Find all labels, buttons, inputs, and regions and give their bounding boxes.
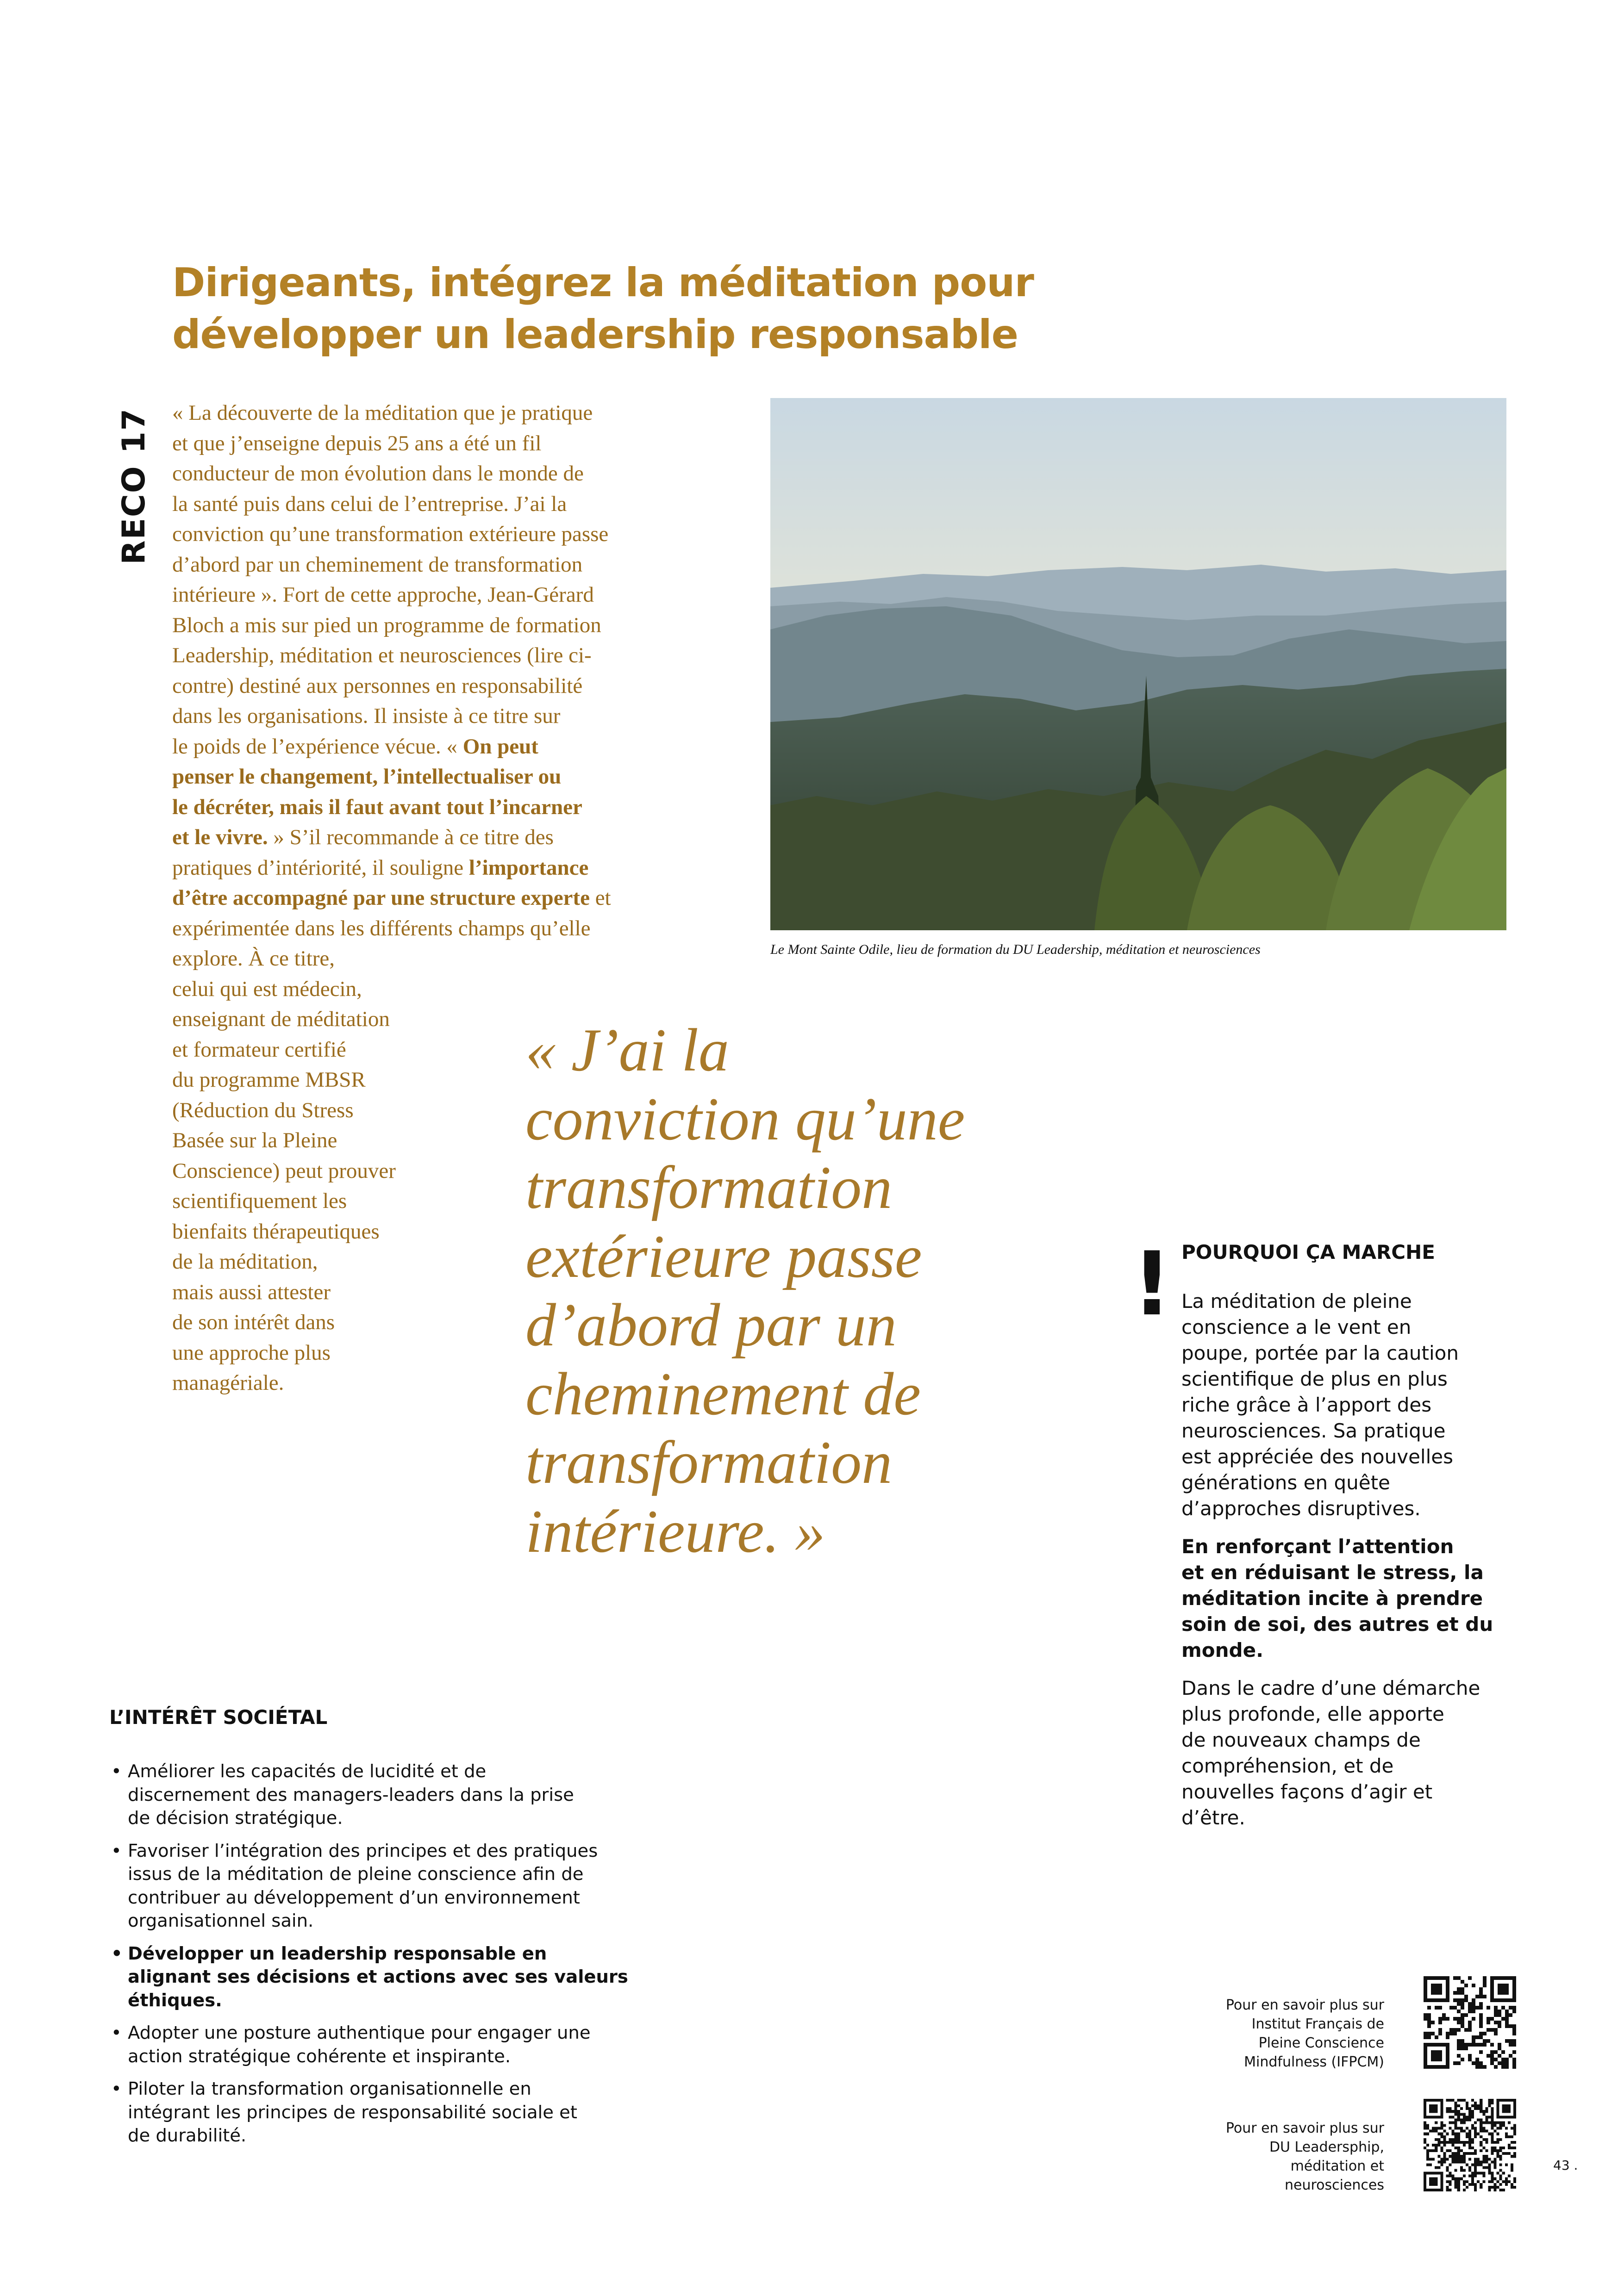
body-emphasis: l’importance: [468, 855, 589, 880]
why-line: conscience a le vent en: [1181, 1316, 1412, 1338]
body-line: Conscience) peut prouver: [172, 1158, 396, 1183]
more-info-line: Pour en savoir plus sur: [1225, 2120, 1384, 2136]
why-line: Dans le cadre d’une démarche: [1181, 1677, 1480, 1699]
why-line: La méditation de pleine: [1181, 1290, 1412, 1313]
body-text: » S’il recommande à ce titre des: [268, 825, 554, 849]
more-info-du-leadership: [1162, 2119, 1384, 2195]
body-line: contre) destiné aux personnes en responsabilité: [172, 673, 583, 698]
why-line: monde.: [1181, 1639, 1264, 1661]
why-paragraph-bold: [1181, 1534, 1515, 1663]
body-line: de la méditation,: [172, 1250, 318, 1274]
why-paragraph: [1181, 1675, 1515, 1831]
pull-quote-line: transformation: [525, 1153, 893, 1221]
why-line: est appréciée des nouvelles: [1181, 1445, 1453, 1468]
list-item-line: • Favoriser l’intégration des principes et des pratiques: [128, 1840, 598, 1861]
body-text: et: [589, 886, 611, 910]
list-item-line: • Développer un leadership responsable en: [128, 1943, 547, 1964]
why-line: d’approches disruptives.: [1181, 1497, 1421, 1520]
body-line: et que j’enseigne depuis 25 ans a été un fil: [172, 431, 542, 455]
body-line: Leadership, méditation et neurosciences (lire ci-: [172, 643, 592, 667]
body-emphasis: On peut: [462, 734, 538, 759]
body-emphasis: penser le changement, l’intellectualiser ou: [172, 765, 562, 789]
body-line: scientifiquement les: [172, 1189, 347, 1213]
why-line: et en réduisant le stress, la: [1181, 1561, 1484, 1584]
societal-interest-section: [109, 1705, 679, 2157]
more-info-line: DU Leadersphip,: [1269, 2139, 1384, 2155]
pull-quote: [525, 1016, 1035, 1566]
body-line: [172, 853, 705, 884]
pull-quote-line: conviction qu’une: [525, 1084, 965, 1153]
societal-heading: L’INTÉRÊT SOCIÉTAL: [109, 1706, 328, 1729]
body-line: de son intérêt dans: [172, 1310, 335, 1334]
why-line: soin de soi, des autres et du: [1181, 1613, 1493, 1636]
body-line: mais aussi attester: [172, 1280, 331, 1304]
body-line: bienfaits thérapeutiques: [172, 1219, 380, 1244]
body-emphasis: le décréter, mais il faut avant tout l’incarner: [172, 795, 582, 819]
more-info-line: Mindfulness (IFPCM): [1244, 2054, 1384, 2070]
article-title-line: Dirigeants, intégrez la méditation pour: [172, 260, 1034, 306]
pull-quote-line: transformation: [525, 1428, 893, 1496]
list-item: [109, 1840, 679, 1933]
list-item-line: • Piloter la transformation organisationnelle en: [128, 2078, 531, 2099]
exclamation-icon: !: [1132, 1233, 1172, 1335]
list-item-line: contribuer au développement d’un environnement: [128, 1887, 580, 1908]
body-line: (Réduction du Stress: [172, 1098, 354, 1122]
why-line: d’être.: [1181, 1806, 1245, 1829]
more-info-line: Pleine Conscience: [1258, 2035, 1384, 2051]
societal-list: [109, 1760, 679, 2148]
pull-quote-line: « J’ai la: [525, 1016, 729, 1084]
body-line: Bloch a mis sur pied un programme de formation: [172, 613, 601, 637]
article-title-line: développer un leadership responsable: [172, 311, 1018, 358]
list-item-line: de durabilité.: [128, 2125, 247, 2146]
list-item: [109, 2022, 679, 2068]
why-line: de nouveaux champs de: [1181, 1729, 1421, 1751]
body-emphasis: d’être accompagné par une structure experte: [172, 886, 590, 910]
list-item-line: organisationnel sain.: [128, 1910, 314, 1931]
body-line: [172, 732, 705, 762]
more-info-ifpcm: [1162, 1996, 1384, 2072]
body-line: [172, 883, 705, 914]
qr-code-du-leadership[interactable]: [1424, 2099, 1516, 2191]
list-item-line: alignant ses décisions et actions avec ses valeurs: [128, 1966, 628, 1987]
why-line: neurosciences. Sa pratique: [1181, 1419, 1446, 1442]
more-info-line: Institut Français de: [1251, 2016, 1384, 2032]
list-item-line: action stratégique cohérente et inspirante.: [128, 2046, 511, 2067]
body-line: la santé puis dans celui de l’entreprise. J’ai la: [172, 492, 567, 516]
why-paragraph: [1181, 1288, 1515, 1522]
more-info-line: méditation et: [1290, 2158, 1384, 2174]
body-line: intérieure ». Fort de cette approche, Jean-Gérard: [172, 583, 594, 607]
pull-quote-line: extérieure passe: [525, 1222, 922, 1290]
body-line: du programme MBSR: [172, 1068, 366, 1092]
body-line: enseignant de méditation: [172, 1007, 390, 1031]
more-info-line: Pour en savoir plus sur: [1225, 1997, 1384, 2013]
reco-label: RECO 17: [116, 408, 152, 565]
why-line: méditation incite à prendre: [1181, 1587, 1483, 1610]
list-item-line: intégrant les principes de responsabilité sociale et: [128, 2102, 577, 2123]
landscape-photo: [770, 398, 1506, 930]
article-title: [172, 257, 1098, 361]
body-line: « La découverte de la méditation que je pratique: [172, 401, 593, 425]
pull-quote-line: intérieure. »: [525, 1497, 825, 1565]
list-item: [109, 1942, 679, 2013]
list-item-line: • Adopter une posture authentique pour engager une: [128, 2022, 591, 2043]
body-line: conviction qu’une transformation extérieure passe: [172, 522, 609, 546]
why-line: générations en quête: [1181, 1471, 1390, 1494]
body-line: une approche plus: [172, 1340, 331, 1365]
why-line: plus profonde, elle apporte: [1181, 1703, 1444, 1725]
list-item-line: éthiques.: [128, 1990, 222, 2011]
body-text: pratiques d’intériorité, il souligne: [172, 855, 469, 880]
body-line: dans les organisations. Il insiste à ce titre sur: [172, 704, 561, 728]
more-info-line: neurosciences: [1284, 2177, 1384, 2193]
body-line: d’abord par un cheminement de transformation: [172, 552, 583, 577]
list-item: [109, 1760, 679, 1830]
list-item: [109, 2078, 679, 2148]
why-it-works-box: [1181, 1239, 1515, 1843]
body-line: conducteur de mon évolution dans le monde de: [172, 461, 584, 485]
body-line: [172, 822, 705, 853]
why-line: En renforçant l’attention: [1181, 1535, 1454, 1558]
qr-code-ifpcm[interactable]: [1424, 1976, 1516, 2069]
why-line: poupe, portée par la caution: [1181, 1342, 1459, 1364]
body-text: le poids de l’expérience vécue. «: [172, 734, 463, 759]
body-line: explore. À ce titre,: [172, 946, 335, 971]
why-line: compréhension, et de: [1181, 1755, 1394, 1777]
list-item-line: de décision stratégique.: [128, 1808, 343, 1829]
list-item-line: issus de la méditation de pleine conscience afin de: [128, 1864, 584, 1885]
body-emphasis: et le vivre.: [172, 825, 268, 849]
body-line: Basée sur la Pleine: [172, 1128, 337, 1152]
why-heading: POURQUOI ÇA MARCHE: [1181, 1241, 1435, 1263]
list-item-line: discernement des managers-leaders dans la prise: [128, 1784, 574, 1805]
list-item-line: • Améliorer les capacités de lucidité et de: [128, 1761, 487, 1782]
body-line: et formateur certifié: [172, 1037, 346, 1062]
body-line: expérimentée dans les différents champs qu’elle: [172, 916, 591, 940]
pull-quote-line: d’abord par un: [525, 1291, 897, 1359]
photo-caption: Le Mont Sainte Odile, lieu de formation du DU Leadership, méditation et neurosciences: [770, 942, 1261, 957]
page-number: 43 .: [1553, 2158, 1578, 2173]
pull-quote-line: cheminement de: [525, 1359, 921, 1428]
why-line: riche grâce à l’apport des: [1181, 1394, 1432, 1416]
body-line: managériale.: [172, 1371, 284, 1395]
why-line: scientifique de plus en plus: [1181, 1368, 1448, 1390]
body-line: celui qui est médecin,: [172, 977, 362, 1001]
why-line: nouvelles façons d’agir et: [1181, 1780, 1433, 1803]
